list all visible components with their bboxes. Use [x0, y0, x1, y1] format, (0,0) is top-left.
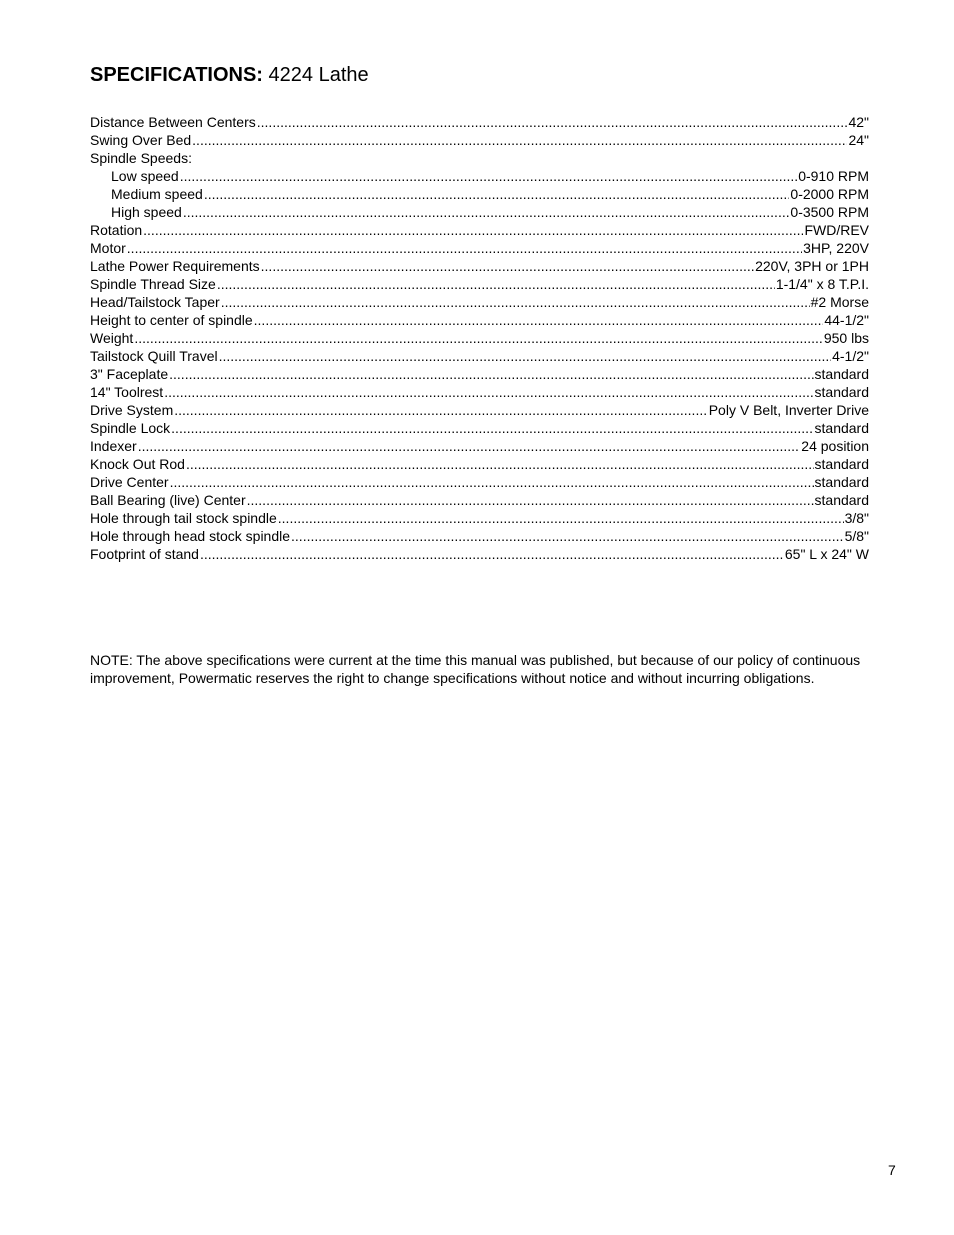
dot-leader: [186, 455, 814, 473]
dot-leader: [261, 257, 754, 275]
spec-row-spindle-speeds-heading: [90, 149, 869, 167]
dot-leader: [127, 239, 802, 257]
dot-leader: [171, 419, 813, 437]
spec-row-head-tailstock-taper: [90, 293, 869, 311]
spec-row-toolrest: [90, 383, 869, 401]
dot-leader: [200, 545, 784, 563]
spec-value: FWD/REV: [804, 222, 869, 238]
spec-label: Height to center of spindle: [90, 312, 253, 328]
spec-row-faceplate: [90, 365, 869, 383]
spec-value: 950 lbs: [823, 330, 869, 346]
page-number: 7: [888, 1162, 896, 1178]
spec-row-rotation: [90, 221, 869, 239]
spec-value: standard: [814, 384, 869, 400]
spec-value: 65" L x 24" W: [784, 546, 869, 562]
dot-leader: [217, 275, 775, 293]
dot-leader: [257, 113, 848, 131]
dot-leader: [164, 383, 813, 401]
spec-label: Ball Bearing (live) Center: [90, 492, 246, 508]
spec-row-spindle-lock: [90, 419, 869, 437]
spec-value: 0-3500 RPM: [790, 204, 869, 220]
spec-value: 3HP, 220V: [803, 240, 869, 256]
spec-label: Spindle Lock: [90, 420, 171, 436]
spec-label: 14" Toolrest: [90, 384, 164, 400]
spec-row-low-speed: [90, 167, 869, 185]
spec-row-medium-speed: [90, 185, 869, 203]
spec-row-tailstock-quill-travel: [90, 347, 869, 365]
spec-value: 3/8": [844, 510, 869, 526]
spec-label: High speed: [111, 204, 182, 220]
spec-value: standard: [814, 456, 869, 472]
spec-label: Knock Out Rod: [90, 456, 185, 472]
spec-value: standard: [814, 492, 869, 508]
dot-leader: [183, 203, 790, 221]
spec-label: Hole through tail stock spindle: [90, 510, 277, 526]
page-title: [90, 62, 369, 88]
spec-label: Medium speed: [111, 186, 203, 202]
dot-leader: [138, 437, 801, 455]
spec-value: 1-1/4" x 8 T.P.I.: [775, 276, 869, 292]
spec-row-distance-between-centers: [90, 113, 869, 131]
dot-leader: [254, 311, 824, 329]
title-heading: SPECIFICATIONS:: [90, 64, 263, 86]
spec-row-height-to-center: [90, 311, 869, 329]
spec-value: 220V, 3PH or 1PH: [755, 258, 869, 274]
spec-label: Spindle Thread Size: [90, 276, 216, 292]
spec-row-motor: [90, 239, 869, 257]
spec-value: 42": [848, 114, 869, 130]
dot-leader: [192, 131, 847, 149]
spec-label: Tailstock Quill Travel: [90, 348, 218, 364]
spec-value: standard: [814, 366, 869, 382]
dot-leader: [143, 221, 803, 239]
spec-row-high-speed: [90, 203, 869, 221]
dot-leader: [170, 473, 814, 491]
spec-value: 24 position: [801, 438, 869, 454]
spec-label: Indexer: [90, 438, 137, 454]
spec-label: Drive System: [90, 402, 174, 418]
spec-row-swing-over-bed: [90, 131, 869, 149]
spec-value: 44-1/2": [824, 312, 869, 328]
spec-label: Distance Between Centers: [90, 114, 256, 130]
dot-leader: [219, 347, 832, 365]
spec-label: Drive Center: [90, 474, 169, 490]
spec-row-drive-center: [90, 473, 869, 491]
spec-label: Weight: [90, 330, 134, 346]
title-model: 4224 Lathe: [268, 64, 369, 86]
spec-value: 0-2000 RPM: [790, 186, 869, 202]
spec-label: Swing Over Bed: [90, 132, 192, 148]
dot-leader: [291, 527, 844, 545]
spec-row-hole-tail-stock: [90, 509, 869, 527]
spec-row-knock-out-rod: [90, 455, 869, 473]
dot-leader: [134, 329, 823, 347]
dot-leader: [180, 167, 797, 185]
spec-value: 4-1/2": [832, 348, 869, 364]
spec-label: 3" Faceplate: [90, 366, 169, 382]
spec-row-ball-bearing-center: [90, 491, 869, 509]
spec-label: Head/Tailstock Taper: [90, 294, 220, 310]
spec-value: standard: [814, 474, 869, 490]
spec-row-indexer: [90, 437, 869, 455]
dot-leader: [169, 365, 813, 383]
spec-label: Motor: [90, 240, 126, 256]
dot-leader: [278, 509, 844, 527]
spec-value: Poly V Belt, Inverter Drive: [708, 402, 869, 418]
spec-value: standard: [814, 420, 869, 436]
spec-value: 24": [848, 132, 869, 148]
spec-label: Footprint of stand: [90, 546, 199, 562]
spec-group-heading: Spindle Speeds:: [90, 150, 192, 166]
dot-leader: [247, 491, 814, 509]
spec-value: #2 Morse: [810, 294, 869, 310]
specifications-note: NOTE: The above specifications were current at the time this manual was published, but because of our policy of continuous improvement, Powermatic reserves the right to change specifications without notice and without incurring obligations.: [90, 652, 861, 686]
spec-label: Lathe Power Requirements: [90, 258, 260, 274]
spec-label: Low speed: [111, 168, 179, 184]
spec-list: [90, 113, 869, 563]
spec-row-hole-head-stock: [90, 527, 869, 545]
spec-label: Hole through head stock spindle: [90, 528, 291, 544]
spec-value: 0-910 RPM: [798, 168, 869, 184]
dot-leader: [221, 293, 810, 311]
spec-row-lathe-power-requirements: [90, 257, 869, 275]
spec-row-weight: [90, 329, 869, 347]
dot-leader: [174, 401, 707, 419]
spec-row-drive-system: [90, 401, 869, 419]
spec-row-footprint: [90, 545, 869, 563]
spec-row-spindle-thread-size: [90, 275, 869, 293]
spec-label: Rotation: [90, 222, 143, 238]
dot-leader: [204, 185, 790, 203]
spec-value: 5/8": [844, 528, 869, 544]
